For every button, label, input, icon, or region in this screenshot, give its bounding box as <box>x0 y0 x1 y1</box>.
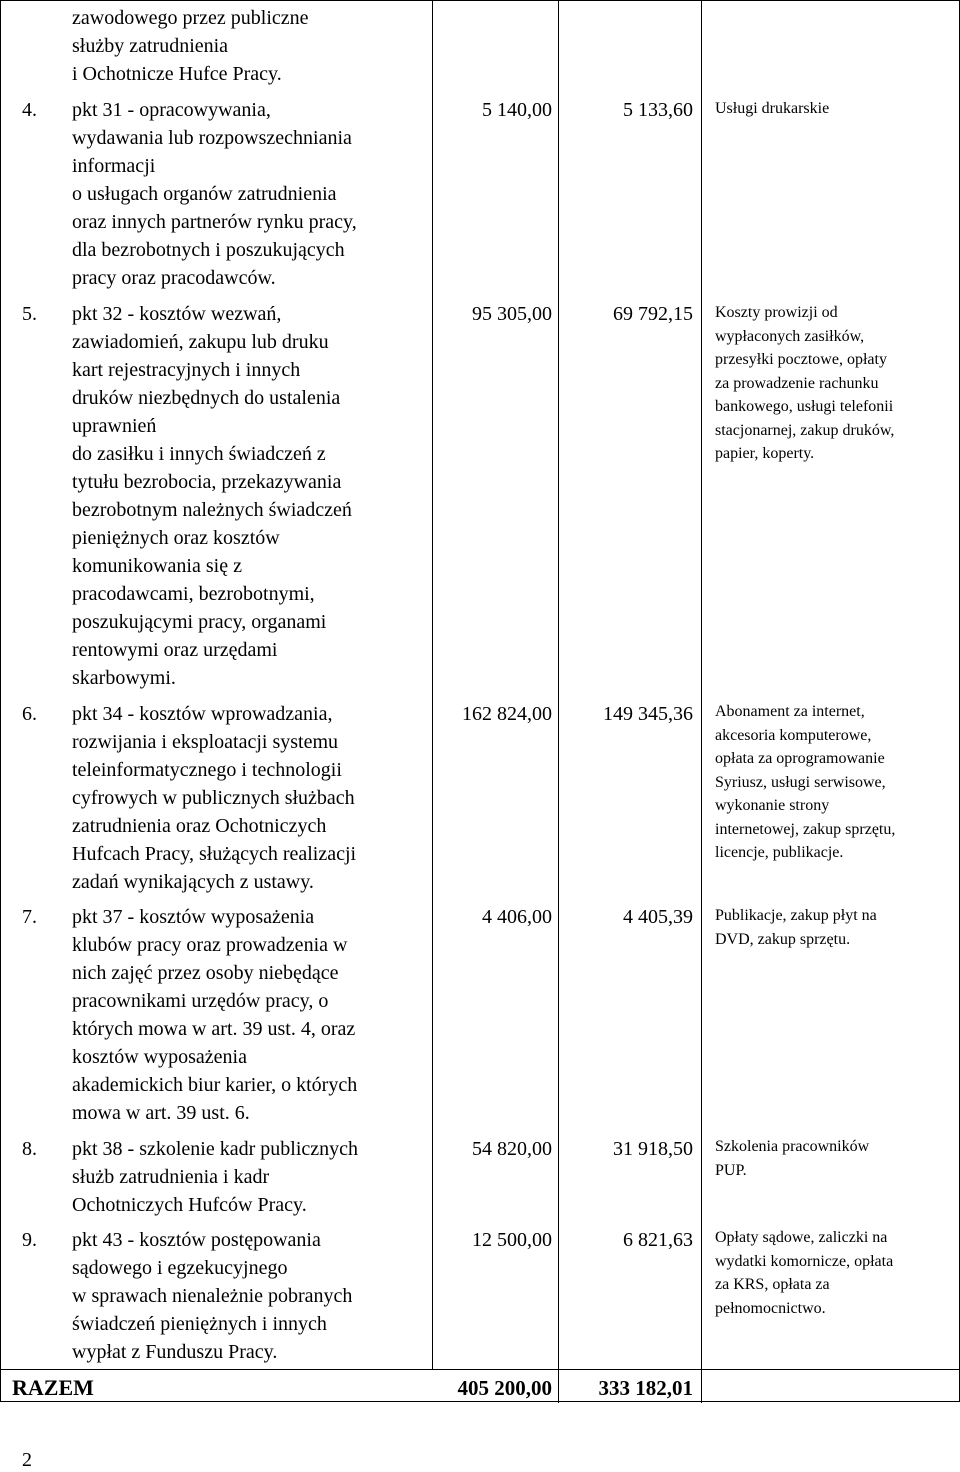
row-description: pkt 38 - szkolenie kadr publicznych służb zatrudnienia i kadr Ochotniczych Hufców Pracy. <box>72 1138 359 1216</box>
row-number: 9. <box>22 1229 37 1251</box>
row-plan-amount: 5 140,00 <box>482 99 552 121</box>
row-description: pkt 43 - kosztów postępowania sądowego i egzekucyjnego w sprawach nienależnie pobranych świadczeń pieniężnych i innych wypłat z Funduszu Pracy. <box>72 1229 353 1363</box>
row-number: 6. <box>22 703 37 725</box>
total-executed-amount: 333 182,01 <box>598 1376 693 1400</box>
total-plan-amount: 405 200,00 <box>457 1376 552 1400</box>
row-executed-amount: 149 345,36 <box>603 703 693 725</box>
row-plan-amount: 162 824,00 <box>462 703 552 725</box>
row-number: 8. <box>22 1138 37 1160</box>
row-plan-amount: 12 500,00 <box>472 1229 552 1251</box>
row-executed-amount: 4 405,39 <box>623 906 693 928</box>
page-number: 2 <box>22 1449 32 1471</box>
row-plan-amount: 4 406,00 <box>482 906 552 928</box>
row-note: Koszty prowizji od wypłaconych zasiłków, przesyłki pocztowe, opłaty za prowadzenie rachunku bankowego, usługi telefonii stacjonarnej, zakup druków, papier, koperty. <box>715 304 895 462</box>
row-executed-amount: 5 133,60 <box>623 99 693 121</box>
row-note: Opłaty sądowe, zaliczki na wydatki komornicze, opłata za KRS, opłata za pełnomocnictwo. <box>715 1229 894 1317</box>
row-description: pkt 32 - kosztów wezwań, zawiadomień, zakupu lub druku kart rejestracyjnych i innych druków niezbędnych do ustalenia uprawnień do zasiłku i innych świadczeń z tytułu bezrobocia, przekazywania bezrobotnym należnych świadczeń pieniężnych oraz kosztów komunikowania się z pracodawcami, bezrobotnymi, poszukującymi pracy, organami rentowymi oraz urzędami skarbowymi. <box>72 303 352 689</box>
row-executed-amount: 6 821,63 <box>623 1229 693 1251</box>
row-number: 7. <box>22 906 37 928</box>
row-executed-amount: 69 792,15 <box>613 303 693 325</box>
row-note: Usługi drukarskie <box>715 100 830 117</box>
row-plan-amount: 54 820,00 <box>472 1138 552 1160</box>
row-executed-amount: 31 918,50 <box>613 1138 693 1160</box>
total-label: RAZEM <box>12 1375 94 1400</box>
total-box-top <box>432 1369 702 1370</box>
row-description: pkt 37 - kosztów wyposażenia klubów pracy oraz prowadzenia w nich zajęć przez osoby niebędące pracownikami urzędów pracy, o których mowa w art. 39 ust. 4, oraz kosztów wyposażenia akademickich biur karier, o których mowa w art. 39 ust. 6. <box>72 906 358 1124</box>
column-divider-executed <box>701 1 702 1403</box>
row-note: Szkolenia pracowników PUP. <box>715 1138 870 1179</box>
row-description: pkt 31 - opracowywania, wydawania lub rozpowszechniania informacji o usługach organów zatrudnienia oraz innych partnerów rynku pracy, dla bezrobotnych i poszukujących pracy oraz pracodawców. <box>72 99 357 289</box>
row-plan-amount: 95 305,00 <box>472 303 552 325</box>
row-note: Publikacje, zakup płyt na DVD, zakup sprzętu. <box>715 907 877 948</box>
column-divider-plan <box>558 1 559 1403</box>
row-description: zawodowego przez publiczne służby zatrudnienia i Ochotnicze Hufce Pracy. <box>72 7 309 85</box>
row-number: 5. <box>22 303 37 325</box>
row-number: 4. <box>22 99 37 121</box>
row-note: Abonament za internet, akcesoria komputerowe, opłata za oprogramowanie Syriusz, usługi serwisowe, wykonanie strony internetowej, zakup sprzętu, licencje, publikacje. <box>715 703 896 861</box>
row-description: pkt 34 - kosztów wprowadzania, rozwijania i eksploatacji systemu teleinformatycznego i technologii cyfrowych w publicznych służbach zatrudnienia oraz Ochotniczych Hufcach Pracy, służących realizacji zadań wynikających z ustawy. <box>72 703 357 893</box>
